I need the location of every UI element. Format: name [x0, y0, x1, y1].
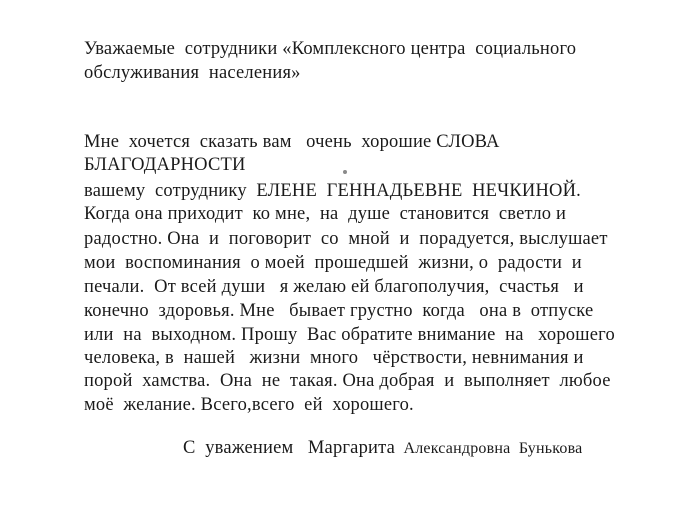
- body-line-9: или на выходном. Прошу Вас обратите внимание на хорошего: [84, 325, 615, 345]
- body-line-11: порой хамства. Она не такая. Она добрая и выполняет любое: [84, 371, 611, 391]
- signature-closing: С уважением Маргарита: [183, 438, 396, 458]
- body-line-12: моё желание. Всего,всего ей хорошего.: [84, 395, 414, 415]
- body-line-5: радостно. Она и поговорит со мной и порадуется, выслушает: [84, 229, 608, 249]
- body-line-8: конечно здоровья. Мне бывает грустно когда она в отпуске: [84, 301, 594, 321]
- salutation-line-1: Уважаемые сотрудники «Комплексного центра социального: [84, 39, 577, 59]
- signature-patronymic-surname: Александровна Бунькова: [395, 440, 583, 457]
- body-line-6: мои воспоминания о моей прошедшей жизни, о радости и: [84, 253, 582, 273]
- body-line-10: человека, в нашей жизни много чёрствости, невнимания и: [84, 348, 584, 368]
- body-line-2: БЛАГОДАРНОСТИ: [84, 155, 246, 175]
- signature: [183, 437, 582, 460]
- scan-speck: [343, 170, 347, 174]
- body-line-4: Когда она приходит ко мне, на душе становится светло и: [84, 204, 567, 224]
- body-line-1: Мне хочется сказать вам очень хорошие СЛОВА: [84, 132, 500, 152]
- body-line-7: печали. От всей души я желаю ей благополучия, счастья и: [84, 277, 584, 297]
- body-line-3: вашему сотруднику ЕЛЕНЕ ГЕННАДЬЕВНЕ НЕЧКИНОЙ.: [84, 181, 581, 201]
- salutation-line-2: обслуживания населения»: [84, 63, 301, 83]
